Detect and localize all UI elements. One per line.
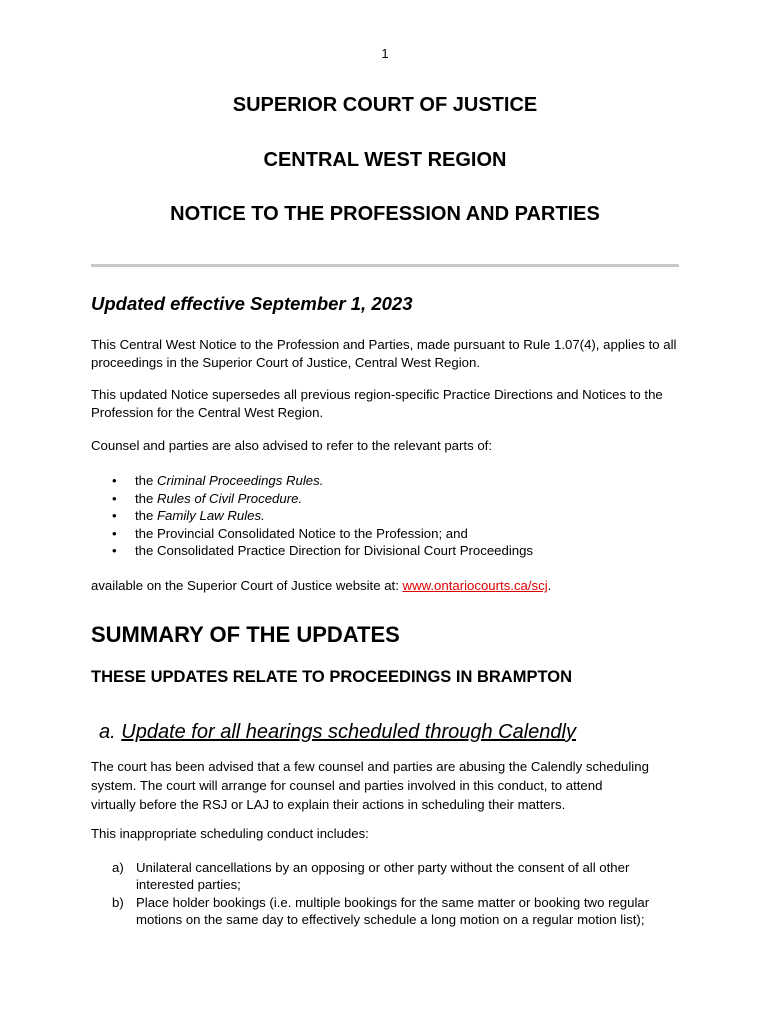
conduct-list — [112, 859, 682, 929]
page-number: 1 — [381, 46, 389, 61]
update-a-paragraph: The court has been advised that a few counsel and parties are abusing the Calendly scheduling system. The court will arrange for counsel and parties involved in this conduct, to attend virtually before the RSJ or LAJ to explain their actions in scheduling their matters. — [91, 759, 649, 812]
intro-paragraph-1: This Central West Notice to the Profession and Parties, made pursuant to Rule 1.07(4), applies to all proceedings in the Superior Court of Justice, Central West Region. — [91, 337, 677, 370]
intro-paragraph-3: Counsel and parties are also advised to refer to the relevant parts of: — [91, 438, 492, 453]
update-a-heading: a. Update for all hearings scheduled through Calendly — [99, 721, 576, 743]
list-item: • the Criminal Proceedings Rules. — [112, 473, 324, 488]
horizontal-rule — [91, 264, 679, 267]
bullet-icon: • — [112, 525, 117, 541]
list-item: • the Provincial Consolidated Notice to the Profession; and — [112, 525, 468, 541]
scj-website-link[interactable]: www.ontariocourts.ca/scj — [402, 578, 548, 593]
conduct-intro: This inappropriate scheduling conduct includes: — [91, 826, 369, 841]
region-title: CENTRAL WEST REGION — [263, 149, 507, 171]
list-item: a) Unilateral cancellations by an opposing or other party without the consent of all other interested parties; — [112, 860, 630, 892]
website-paragraph: available on the Superior Court of Justice website at: www.ontariocourts.ca/scj. — [91, 578, 552, 593]
bullet-icon: • — [112, 473, 117, 488]
summary-heading: SUMMARY OF THE UPDATES — [91, 622, 400, 647]
brampton-subheading: THESE UPDATES RELATE TO PROCEEDINGS IN BRAMPTON — [91, 668, 572, 686]
list-item: • the Consolidated Practice Direction for Divisional Court Proceedings — [112, 543, 534, 558]
list-item: • the Family Law Rules. — [112, 508, 265, 523]
intro-paragraph-2: This updated Notice supersedes all previous region-specific Practice Directions and Notices to the Profession for the Central West Region. — [91, 387, 663, 420]
bullet-icon: • — [112, 490, 117, 506]
list-item: b) Place holder bookings (i.e. multiple bookings for the same matter or booking two regular motions on the same day to effectively schedule a long motion on a regular motion list); — [112, 895, 650, 927]
bullet-icon: • — [112, 508, 117, 523]
references-list — [112, 472, 682, 560]
updated-effective-heading: Updated effective September 1, 2023 — [91, 293, 413, 314]
bullet-icon: • — [112, 543, 117, 558]
list-item: • the Rules of Civil Procedure. — [112, 490, 303, 506]
court-title: SUPERIOR COURT OF JUSTICE — [232, 94, 538, 116]
notice-title: NOTICE TO THE PROFESSION AND PARTIES — [170, 203, 600, 225]
